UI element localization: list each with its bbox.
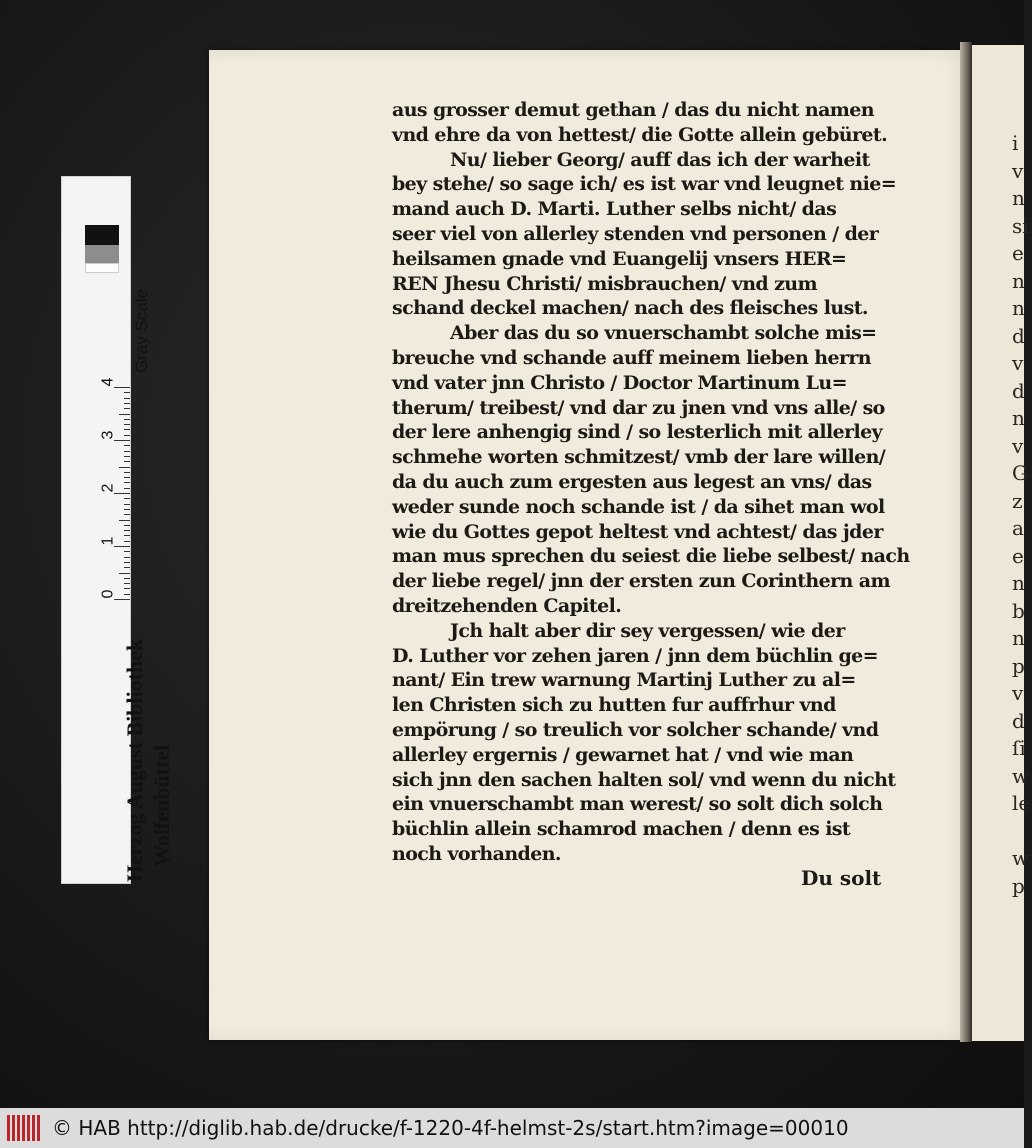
facing-fragment: e — [1012, 241, 1024, 265]
facing-fragment: d — [1012, 708, 1025, 733]
ruler-tick — [124, 445, 130, 446]
ruler-tick — [124, 408, 130, 409]
text-line: wie du Gottes gepot heltest vnd achtest/ das jder — [392, 520, 883, 543]
text-line: büchlin allein schamrod machen / denn es ist — [392, 818, 851, 841]
facing-fragment: e — [1012, 543, 1024, 568]
ruler-tick — [124, 419, 130, 420]
text-line: breuche vnd schande auff meinem lieben herrn — [392, 346, 872, 369]
ruler-tick — [124, 551, 130, 552]
text-line: aus grosser demut gethan / das du nicht namen — [392, 99, 875, 121]
ruler-tick — [124, 504, 130, 505]
library-city: Wolfenbüttel — [149, 744, 174, 867]
text-line: bey stehe/ so sage ich/ es ist war vnd leugnet nie= — [392, 173, 897, 196]
ruler-tick — [114, 493, 130, 494]
text-line: seer viel von allerley stenden vnd personen / der — [392, 222, 879, 245]
ruler-tick — [124, 541, 130, 542]
ruler-number-0: 0 — [99, 589, 117, 599]
text-line: Jch halt aber dir sey vergessen/ wie der — [450, 619, 845, 642]
facing-fragment: si — [1012, 213, 1029, 238]
facing-fragment — [1012, 818, 1032, 846]
black-swatch — [85, 225, 119, 245]
ruler-tick — [124, 562, 130, 563]
facing-fragment: v — [1012, 351, 1024, 375]
ruler-tick — [124, 461, 130, 462]
facing-page-text — [1012, 130, 1032, 898]
gray-scale-label: Gray Scale — [132, 288, 151, 373]
ruler-number-4: 4 — [99, 377, 117, 387]
facing-fragment: n — [1012, 571, 1025, 595]
text-line: therum/ treibest/ vnd dar zu jnen vnd vns alle/ so — [392, 396, 885, 419]
facing-fragment: p — [1012, 653, 1025, 678]
text-line: len Christen sich zu hutten fur auffrhur vnd — [392, 694, 836, 717]
ruler-tick — [124, 424, 130, 425]
text-line: noch vorhanden. — [392, 842, 561, 865]
gray-swatch — [85, 245, 119, 263]
text-line: sich jnn den sachen halten sol/ vnd wenn du nicht — [392, 768, 896, 791]
text-line: allerley ergernis / gewarnet hat / vnd wie man — [392, 743, 854, 766]
ruler-tick — [124, 588, 130, 589]
facing-fragment: d — [1012, 323, 1025, 348]
facing-fragment: v — [1012, 158, 1024, 183]
ruler-tick — [124, 535, 130, 536]
ruler-tick — [124, 557, 130, 558]
ruler-tick — [119, 520, 130, 521]
text-line: man mus sprechen du seiest die liebe selbest/ nach — [392, 545, 910, 568]
library-name: Herzog August Bibliothek — [122, 638, 147, 882]
text-line: dreitzehenden Capitel. — [392, 594, 622, 617]
ruler-number-2: 2 — [99, 483, 117, 493]
ruler-tick — [124, 451, 130, 452]
facing-fragment: w — [1012, 763, 1030, 788]
ruler-tick — [124, 392, 130, 393]
facing-fragment: z — [1012, 488, 1023, 513]
ruler-tick — [114, 387, 130, 388]
text-line: vnd ehre da von hettest/ die Gotte allein gebüret. — [392, 123, 888, 146]
facing-fragment: n — [1012, 186, 1025, 210]
facing-fragment: n — [1012, 406, 1025, 430]
facing-fragment: n — [1012, 268, 1025, 293]
facing-fragment: n — [1012, 626, 1025, 650]
text-line: heilsamen gnade vnd Euangelij vnsers HER= — [392, 247, 847, 270]
text-line: nant/ Ein trew warnung Martinj Luther zu al= — [392, 669, 856, 692]
info-bar — [0, 1108, 1024, 1148]
facing-fragment: ſi — [1012, 736, 1026, 760]
facing-fragment: w — [1012, 846, 1030, 870]
text-line: weder sunde noch schande ist / da sihet man wol — [392, 495, 885, 518]
ruler-tick — [124, 435, 130, 436]
facing-fragment: le — [1012, 791, 1031, 815]
page-text — [392, 98, 910, 867]
text-line: schmehe worten schmitzest/ vmb der lare willen/ — [392, 446, 886, 469]
gray-scale-ruler — [61, 176, 174, 884]
ruler-tick — [124, 514, 130, 515]
text-line: REN Jhesu Christi/ misbrauchen/ vnd zum — [392, 272, 818, 295]
catchword: Du solt — [801, 866, 882, 890]
text-line: mand auch D. Marti. Luther selbs nicht/ das — [392, 198, 837, 221]
ruler-tick — [124, 488, 130, 489]
text-line: der lere anhengig sind / so lesterlich mit allerley — [392, 421, 883, 444]
facing-fragment: i — [1012, 131, 1019, 155]
ruler-tick — [114, 546, 130, 547]
ruler-tick — [124, 509, 130, 510]
text-line: ein vnuerschambt man werest/ so solt dich solch — [392, 793, 883, 816]
ruler-tick — [124, 456, 130, 457]
source-link[interactable]: © HAB http://diglib.hab.de/drucke/f-1220-4f-helmst-2s/start.htm?image=00010 — [52, 1116, 849, 1140]
ruler-tick — [124, 472, 130, 473]
book-gutter — [960, 42, 972, 1042]
facing-fragment: p — [1012, 873, 1025, 898]
ruler-tick — [119, 414, 130, 415]
ruler-tick — [124, 498, 130, 499]
ruler-tick — [124, 482, 130, 483]
facing-fragment: d — [1012, 378, 1025, 403]
ruler-tick — [124, 567, 130, 568]
text-line: vnd vater jnn Christo / Doctor Martinum Lu= — [392, 371, 847, 394]
facing-fragment: G — [1012, 461, 1028, 485]
ruler-tick — [114, 440, 130, 441]
ruler-tick — [124, 429, 130, 430]
ruler-number-1: 1 — [99, 536, 117, 546]
text-line: Nu/ lieber Georg/ auff das ich der warheit — [450, 148, 870, 171]
ruler-number-3: 3 — [99, 430, 117, 440]
facing-fragment: a — [1012, 516, 1024, 540]
text-line: der liebe regel/ jnn der ersten zun Corinthern am — [392, 570, 890, 593]
ruler-tick — [124, 578, 130, 579]
text-line: schand deckel machen/ nach des fleisches lust. — [392, 297, 868, 320]
text-line: D. Luther vor zehen jaren / jnn dem büchlin ge= — [392, 644, 878, 667]
ruler-tick — [114, 599, 130, 600]
text-line: Aber das du so vnuerschambt solche mis= — [450, 322, 877, 345]
facing-fragment: v — [1012, 433, 1024, 458]
facing-fragment: v — [1012, 681, 1024, 705]
ruler-tick — [124, 525, 130, 526]
hab-logo-icon — [7, 1115, 42, 1141]
ruler-tick — [119, 467, 130, 468]
facing-fragment: n — [1012, 296, 1025, 320]
white-swatch — [85, 263, 119, 273]
ruler-tick — [124, 530, 130, 531]
ruler-tick — [124, 477, 130, 478]
ruler-tick — [124, 398, 130, 399]
ruler-tick — [124, 594, 130, 595]
facing-fragment: b — [1012, 598, 1025, 623]
text-line: da du auch zum ergesten aus legest an vns/ das — [392, 470, 872, 493]
text-line: empörung / so treulich vor solcher schande/ vnd — [392, 718, 879, 741]
ruler-tick — [124, 583, 130, 584]
ruler-tick — [119, 573, 130, 574]
ruler-tick — [124, 403, 130, 404]
